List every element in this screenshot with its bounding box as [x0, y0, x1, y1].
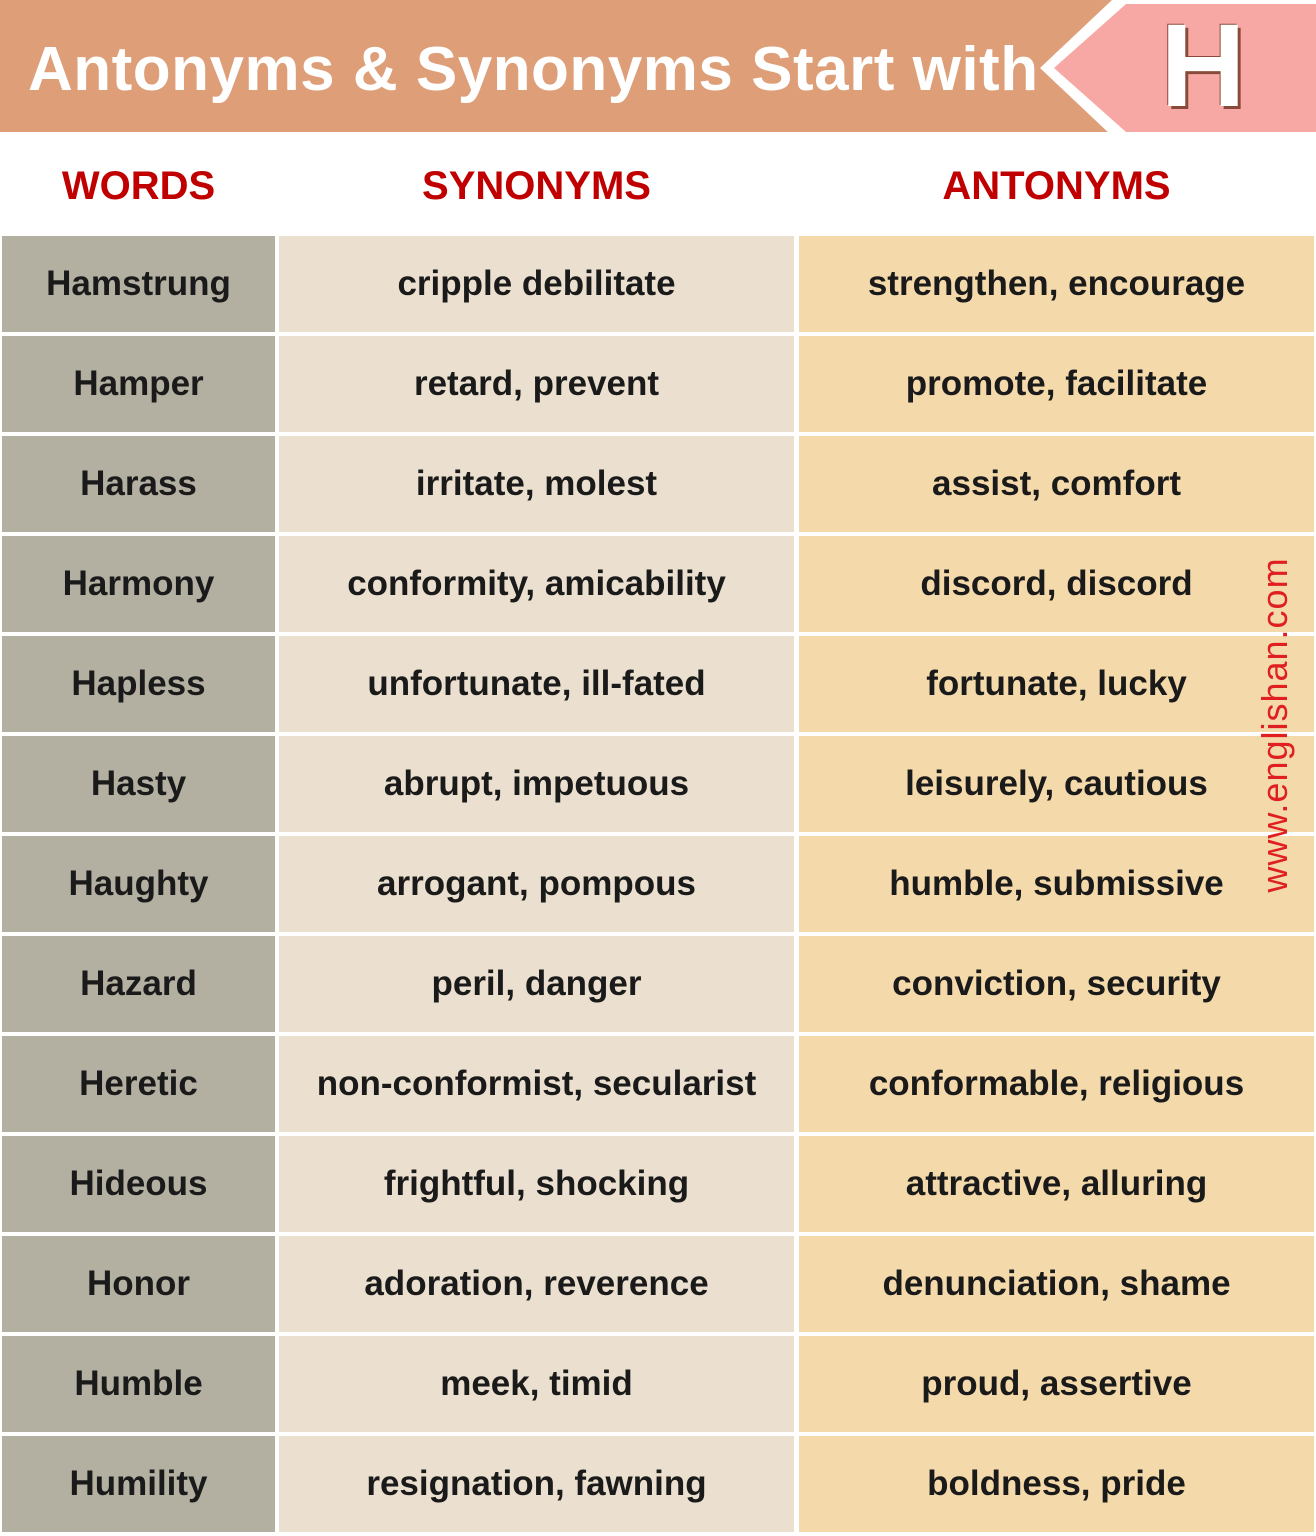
antonyms-cell: conviction, security [799, 936, 1314, 1032]
word-cell: Heretic [2, 1036, 275, 1132]
word-cell: Harmony [2, 536, 275, 632]
antonyms-cell: proud, assertive [799, 1336, 1314, 1432]
word-cell: Harass [2, 436, 275, 532]
word-cell: Hapless [2, 636, 275, 732]
table-row [0, 736, 1316, 832]
word-cell: Haughty [2, 836, 275, 932]
antonyms-cell: boldness, pride [799, 1436, 1314, 1532]
letter-h: H [1160, 0, 1246, 132]
table-row [0, 1036, 1316, 1132]
antonyms-cell: humble, submissive [799, 836, 1314, 932]
antonyms-cell: fortunate, lucky [799, 636, 1314, 732]
word-cell: Hamper [2, 336, 275, 432]
word-cell: Hamstrung [2, 236, 275, 332]
synonyms-cell: non-conformist, secularist [279, 1036, 794, 1132]
table-row [0, 236, 1316, 332]
word-cell: Hasty [2, 736, 275, 832]
word-cell: Humble [2, 1336, 275, 1432]
antonyms-cell: conformable, religious [799, 1036, 1314, 1132]
synonyms-cell: retard, prevent [279, 336, 794, 432]
synonyms-cell: cripple debilitate [279, 236, 794, 332]
synonyms-cell: conformity, amicability [279, 536, 794, 632]
header-antonyms: ANTONYMS [942, 164, 1171, 208]
antonyms-cell: leisurely, cautious [799, 736, 1314, 832]
synonyms-cell: abrupt, impetuous [279, 736, 794, 832]
table-row [0, 1236, 1316, 1332]
table-row [0, 436, 1316, 532]
table-row [0, 1436, 1316, 1532]
table-row [0, 1336, 1316, 1432]
header-words: WORDS [61, 164, 216, 208]
page-title: Antonyms & Synonyms Start with [28, 35, 1039, 104]
synonyms-cell: resignation, fawning [279, 1436, 794, 1532]
synonyms-cell: frightful, shocking [279, 1136, 794, 1232]
watermark-text: www.englishan.com [1254, 557, 1295, 893]
antonyms-cell: attractive, alluring [799, 1136, 1314, 1232]
table-row [0, 836, 1316, 932]
header-synonyms: SYNONYMS [422, 164, 651, 208]
antonyms-cell: strengthen, encourage [799, 236, 1314, 332]
synonyms-cell: meek, timid [279, 1336, 794, 1432]
word-cell: Humility [2, 1436, 275, 1532]
table-row [0, 1136, 1316, 1232]
synonyms-cell: irritate, molest [279, 436, 794, 532]
antonyms-cell: promote, facilitate [799, 336, 1314, 432]
table-row [0, 636, 1316, 732]
antonyms-cell: discord, discord [799, 536, 1314, 632]
word-cell: Honor [2, 1236, 275, 1332]
table-row [0, 936, 1316, 1032]
word-cell: Hideous [2, 1136, 275, 1232]
synonyms-cell: arrogant, pompous [279, 836, 794, 932]
table-row [0, 536, 1316, 632]
synonyms-cell: adoration, reverence [279, 1236, 794, 1332]
word-cell: Hazard [2, 936, 275, 1032]
table-row [0, 336, 1316, 432]
synonyms-cell: unfortunate, ill-fated [279, 636, 794, 732]
antonyms-cell: assist, comfort [799, 436, 1314, 532]
antonyms-cell: denunciation, shame [799, 1236, 1314, 1332]
synonyms-cell: peril, danger [279, 936, 794, 1032]
words-table [0, 236, 1316, 1536]
